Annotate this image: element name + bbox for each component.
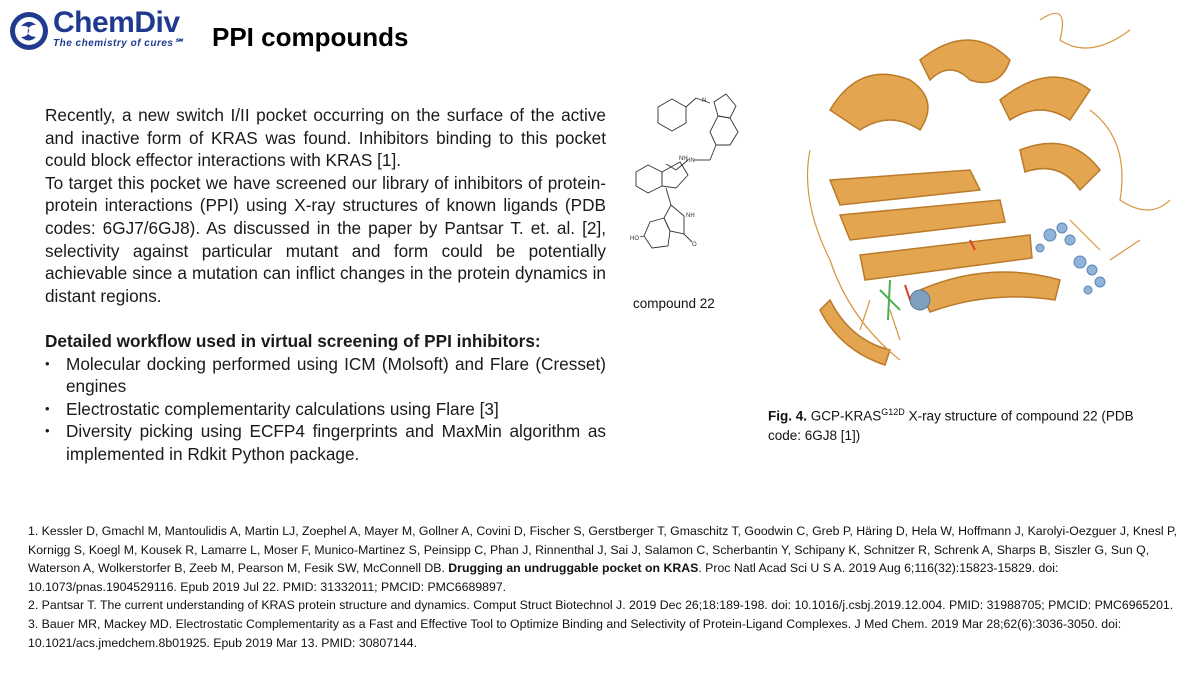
list-item: • Molecular docking performed using ICM (Molsoft) and Flare (Cresset) engines (45, 353, 606, 398)
compound-22-structure (630, 80, 740, 270)
kras-protein-structure-image (770, 0, 1200, 390)
list-item: • Diversity picking using ECFP4 fingerprints and MaxMin algorithm as implemented in Rdkit Python package. (45, 420, 606, 465)
logo-tagline: The chemistry of cures℠ (53, 38, 185, 49)
atom-label: O (692, 242, 697, 248)
caption-text: GCP-KRAS (810, 408, 882, 424)
body-text (45, 104, 606, 466)
reference-1 (28, 522, 1188, 596)
magnesium-ion (910, 290, 930, 310)
atom-label: NH (686, 213, 695, 219)
reference-3: 3. Bauer MR, Mackey MD. Electrostatic Complementarity as a Fast and Effective Tool to Optimize Binding and Selectivity of Protein-Ligand Complexes. J Med Chem. 2019 Mar 28;62(6):3036-3050. doi: 10.1021/acs.jmedchem.8b01925. Epub 2019 Mar 13. PMID: 30807144. (28, 616, 1122, 650)
references (28, 522, 1188, 652)
page-title: PPI compounds (212, 22, 409, 52)
atom-label: NH (679, 156, 688, 162)
atom-label: N (702, 98, 707, 104)
caption-mutation: G12D (881, 407, 905, 417)
reference-authors: 1. Kessler D, Gmachl M, Mantoulidis A, Martin LJ, Zoephel A, Mayer M, Gollner A, Covini D, Fischer S, Gerstberger T, Gmaschitz T, Goodwin C, Greb P, Häring D, Hela W, Hoffmann J, Karolyi-Oezguer J, Knesl P, Kornigg S, Koegl M, Kousek R, Lamarre L, Moser F, Munico-Martinez S, Peinsipp C, Phan J, Rinnenthal J, Sai J, Salamon C, Scherbantin Y, Schipany K, Schnitzer R, Schrenk A, Sharps B, Siszler G, Sun Q, Waterson A, Wolkerstorfer B, Zeeb M, Pearson M, Fesik SW, McConnell DB. (28, 524, 1178, 576)
figure-caption (768, 403, 1148, 445)
workflow-heading: Detailed workflow used in virtual screening of PPI inhibitors: (45, 330, 541, 351)
reference-source: . Proc Natl Acad Sci U S A. 2019 Aug 6;116(32):15823-15829. doi: 10.1073/pnas.1904529116. Epub 2019 Jul 22. PMID: 31332011; PMCID: PMC6689897. (28, 561, 1059, 594)
chemdiv-emblem-icon (8, 10, 50, 52)
approach-paragraph: To target this pocket we have screened our library of inhibitors of protein-protein interactions (PPI) using X-ray structures of known ligands (PDB codes: 6GJ7/6GJ8). As discussed in the paper by Pantsar T. et. al. [2], selectivity against particular mutant and form could be potentially achievable since a mutation can inflict changes in the protein dynamics in distant regions. (45, 172, 606, 306)
atom-label: HO (630, 236, 639, 242)
logo-wordmark: ChemDiv (53, 6, 180, 39)
intro-paragraph: Recently, a new switch I/II pocket occurring on the surface of the active and inactive form of KRAS was found. Inhibitors binding to this pocket could block effector interactions with KRAS [1]. (45, 105, 606, 171)
compound-label: compound 22 (633, 296, 715, 311)
atom-label: HN (686, 158, 695, 164)
caption-text-rest: X-ray structure of compound 22 (PDB code: 6GJ8 [1]) (768, 408, 1134, 443)
chemdiv-logo (8, 8, 198, 54)
list-item: • Electrostatic complementarity calculations using Flare [3] (45, 398, 606, 421)
caption-label: Fig. 4. (768, 408, 808, 424)
reference-2: 2. Pantsar T. The current understanding of KRAS protein structure and dynamics. Comput Struct Biotechnol J. 2019 Dec 26;18:189-198. doi: 10.1016/j.csbj.2019.12.004. PMID: 31988705; PMCID: PMC6965201. (28, 598, 1174, 613)
reference-title: Drugging an undruggable pocket on KRAS (448, 561, 699, 576)
workflow-list (45, 353, 606, 466)
